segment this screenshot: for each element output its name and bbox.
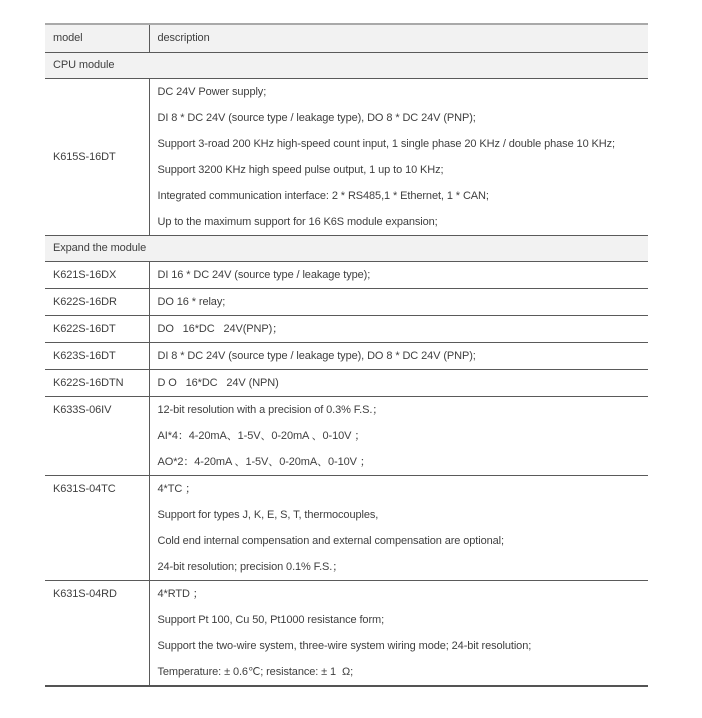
- description-cell: [149, 343, 648, 370]
- description-line: 12-bit resolution with a precision of 0.3% F.S.；: [157, 404, 384, 416]
- model-cell: K631S-04RD: [45, 581, 149, 687]
- section-title: CPU module: [45, 53, 648, 79]
- model-cell: K622S-16DT: [45, 316, 149, 343]
- description-line: 4*RTD ；: [157, 588, 204, 600]
- description-line: DI 8 * DC 24V (source type / leakage type), DO 8 * DC 24V (PNP);: [157, 112, 476, 124]
- description-line: AI*4：4-20mA、1-5V、0-20mA 、0-10V ；: [157, 430, 366, 442]
- model-cell: K622S-16DR: [45, 289, 149, 316]
- description-line: D O 16*DC 24V (NPN): [157, 377, 279, 389]
- table-header-row: [45, 24, 648, 53]
- description-line: AO*2：4-20mA 、1-5V、0-20mA、0-10V ；: [157, 456, 371, 468]
- model-cell: K622S-16DTN: [45, 370, 149, 397]
- section-row-expand-module: [45, 236, 648, 262]
- description-line: Temperature: ± 0.6℃; resistance: ± 1 Ω;: [157, 666, 354, 678]
- table-row: [45, 397, 648, 476]
- description-cell: [149, 397, 648, 476]
- description-line: Integrated communication interface: 2 * RS485,1 * Ethernet, 1 * CAN;: [157, 190, 489, 202]
- description-line: Support 3200 KHz high speed pulse output, 1 up to 10 KHz;: [157, 164, 444, 176]
- description-line: 4*TC ；: [157, 483, 197, 495]
- model-cell: K631S-04TC: [45, 476, 149, 581]
- description-cell: [149, 476, 648, 581]
- spec-table-container: [45, 23, 648, 687]
- description-line: Support for types J, K, E, S, T, thermocouples,: [157, 509, 379, 521]
- model-cell: K621S-16DX: [45, 262, 149, 289]
- description-line: 24-bit resolution; precision 0.1% F.S.；: [157, 561, 344, 573]
- model-cell: K623S-16DT: [45, 343, 149, 370]
- model-cell: K615S-16DT: [45, 79, 149, 236]
- description-line: DO 16 * relay;: [157, 296, 226, 308]
- table-row: [45, 370, 648, 397]
- description-line: Support 3-road 200 KHz high-speed count input, 1 single phase 20 KHz / double phase 10 KHz;: [157, 138, 615, 150]
- table-row: [45, 79, 648, 236]
- description-cell: [149, 316, 648, 343]
- description-line: Up to the maximum support for 16 K6S module expansion;: [157, 216, 438, 228]
- model-cell: K633S-06IV: [45, 397, 149, 476]
- header-model-cell: model: [45, 24, 149, 53]
- header-description-cell: description: [149, 24, 648, 53]
- spec-table: [45, 23, 648, 687]
- description-line: DI 16 * DC 24V (source type / leakage type);: [157, 269, 371, 281]
- description-cell: [149, 262, 648, 289]
- table-row: [45, 316, 648, 343]
- section-row-cpu-module: [45, 53, 648, 79]
- table-row: [45, 262, 648, 289]
- description-line: DO 16*DC 24V(PNP)；: [157, 323, 284, 335]
- description-line: DC 24V Power supply;: [157, 86, 267, 98]
- table-row: [45, 476, 648, 581]
- description-cell: [149, 370, 648, 397]
- description-line: DI 8 * DC 24V (source type / leakage type), DO 8 * DC 24V (PNP);: [157, 350, 476, 362]
- table-row: [45, 343, 648, 370]
- table-row: [45, 581, 648, 687]
- description-line: Support the two-wire system, three-wire system wiring mode; 24-bit resolution;: [157, 640, 532, 652]
- description-cell: [149, 581, 648, 687]
- description-line: Cold end internal compensation and external compensation are optional;: [157, 535, 504, 547]
- description-cell: [149, 79, 648, 236]
- section-title: Expand the module: [45, 236, 648, 262]
- table-row: [45, 289, 648, 316]
- description-line: Support Pt 100, Cu 50, Pt1000 resistance form;: [157, 614, 385, 626]
- description-cell: [149, 289, 648, 316]
